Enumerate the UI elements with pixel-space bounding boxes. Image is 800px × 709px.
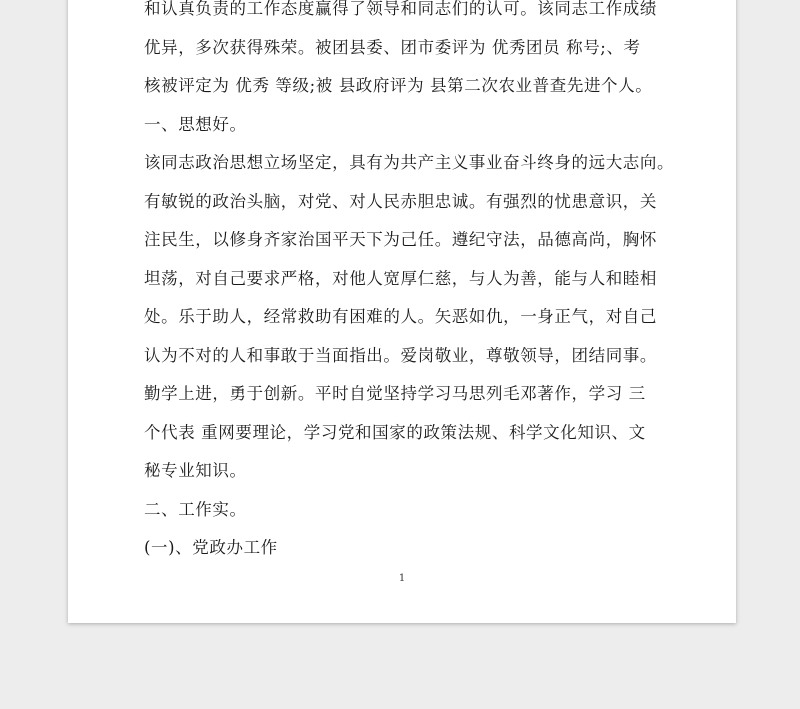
body-text <box>144 0 675 568</box>
text-line: 个代表 重网要理论，学习党和国家的政策法规、科学文化知识、文 <box>144 422 646 442</box>
document-page <box>68 0 736 623</box>
text-line: 秘专业知识。 <box>144 461 247 480</box>
text-line: 注民生，以修身齐家治国平天下为己任。遵纪守法，品德高尚，胸怀 <box>144 230 657 249</box>
section-heading-thought: 一、思想好。 <box>144 114 247 134</box>
text-line: 认为不对的人和事敢于当面指出。爱岗敬业，尊敬领导，团结同事。 <box>144 345 657 365</box>
section-heading-work: 二、工作实。 <box>144 499 247 519</box>
text-line: 核被评定为 优秀 等级;被 县政府评为 县第二次农业普查先进个人。 <box>144 76 653 95</box>
text-line: 有敏锐的政治头脑，对党、对人民赤胆忠诚。有强烈的忧患意识，关 <box>144 191 657 211</box>
text-line: 勤学上进，勇于创新。平时自觉坚持学习马思列毛邓著作，学习 三 <box>144 384 646 403</box>
text-line: 优异，多次获得殊荣。被团县委、团市委评为 优秀团员 称号;、考 <box>144 37 641 57</box>
text-line: 该同志政治思想立场坚定，具有为共产主义事业奋斗终身的远大志向。 <box>144 153 675 172</box>
text-line: 和认真负责的工作态度赢得了领导和同志们的认可。该同志工作成绩 <box>144 0 657 18</box>
text-line: 坦荡，对自己要求严格，对他人宽厚仁慈，与人为善，能与人和睦相 <box>144 268 657 288</box>
subsection-heading-office: (一)、党政办工作 <box>144 538 278 557</box>
text-line: 处。乐于助人，经常救助有困难的人。矢恶如仇，一身正气，对自己 <box>144 307 657 326</box>
page-number: 1 <box>398 573 406 584</box>
